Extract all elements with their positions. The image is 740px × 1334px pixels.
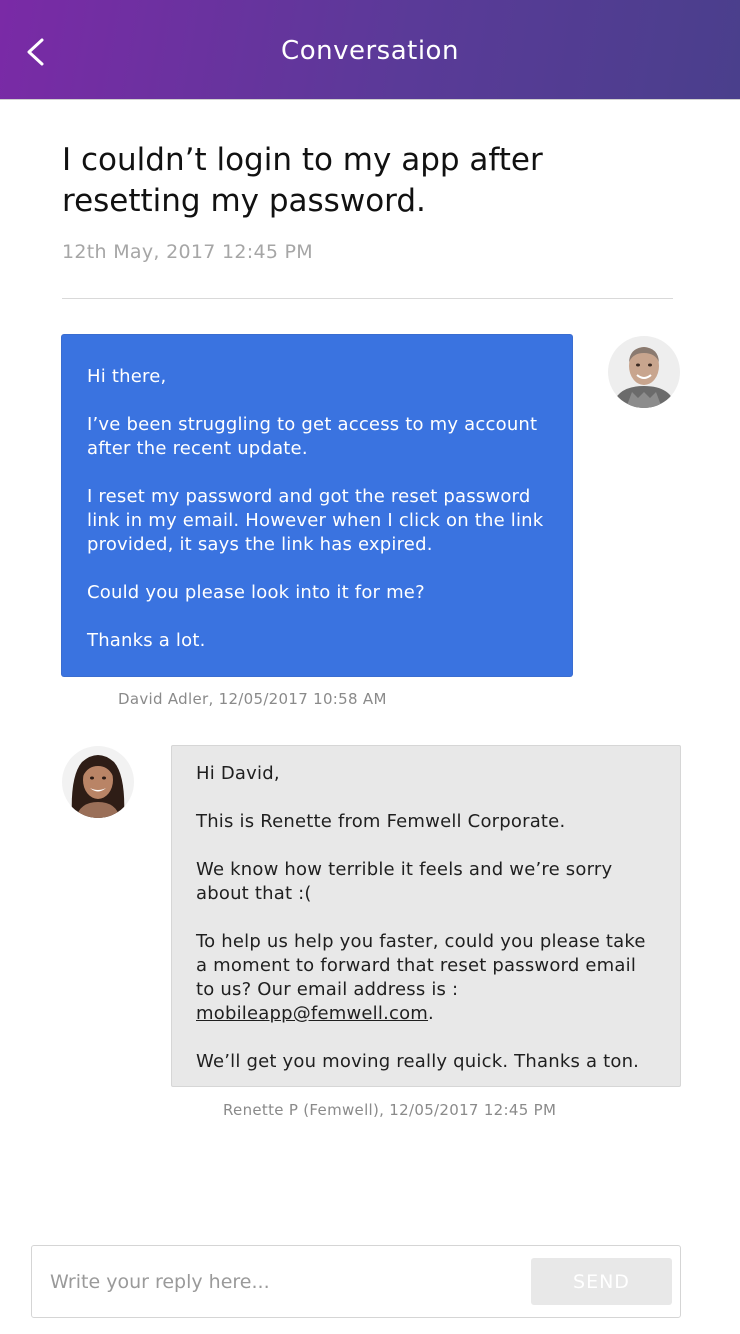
send-button[interactable]: SEND [531,1258,672,1305]
message-meta: David Adler, 12/05/2017 10:58 AM [118,690,387,708]
message-paragraph: Could you please look into it for me? [87,582,425,603]
avatar [608,336,680,408]
message-meta: Renette P (Femwell), 12/05/2017 12:45 PM [223,1101,557,1119]
ticket-date: 12th May, 2017 12:45 PM [62,241,314,263]
message-paragraph: Hi there, [87,366,167,387]
reply-input[interactable] [50,1260,520,1304]
message-paragraph: We know how terrible it feels and we’re sorry about that :( [196,859,613,904]
email-suffix: . [428,1003,434,1024]
page-title: Conversation [281,36,459,66]
message-bubble-incoming [171,745,681,1087]
divider [62,298,673,299]
message-paragraph-with-email [196,930,656,1026]
message-paragraph: Thanks a lot. [87,630,206,651]
message-paragraph: I’ve been struggling to get access to my account after the recent update. [87,414,538,459]
message-paragraph: This is Renette from Femwell Corporate. [196,811,566,832]
user-avatar-icon [62,746,134,818]
app-header [0,0,740,100]
email-link[interactable]: mobileapp@femwell.com [196,1003,429,1024]
message-bubble-outgoing [62,335,572,676]
ticket-subject: I couldn’t login to my app after resetting my password. [62,142,543,219]
message-paragraph: I reset my password and got the reset password link in my email. However when I click on the link provided, it says the link has expired. [87,486,544,555]
reply-bar [31,1245,681,1318]
user-avatar-icon [608,336,680,408]
message-paragraph: Hi David, [196,763,280,784]
message-paragraph: We’ll get you moving really quick. Thanks a ton. [196,1051,640,1072]
avatar [62,746,134,818]
message-paragraph-text: To help us help you faster, could you please take a moment to forward that reset password email to us? Our email address is : [196,931,646,1000]
